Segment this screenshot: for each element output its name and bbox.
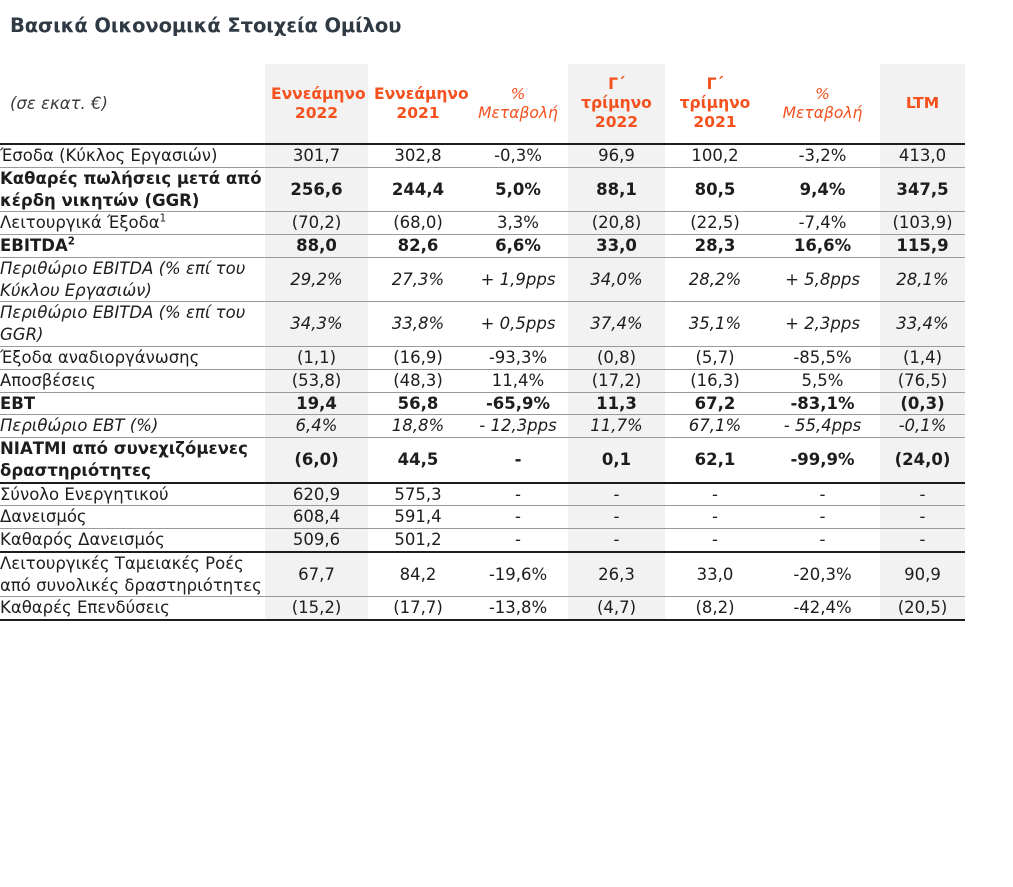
row-label: EBITDA$^2$ <box>0 235 265 258</box>
header-line-2: 2021 <box>693 113 737 132</box>
footnote-marker: 2 <box>67 236 75 248</box>
cell-q3_21: 67,1% <box>665 415 765 438</box>
header-row <box>0 64 965 144</box>
cell-pct1: -93,3% <box>468 347 568 370</box>
cell-pct1: + 1,9pps <box>468 257 568 302</box>
row-label: Αποσβέσεις <box>0 369 265 392</box>
cell-pct2: - <box>765 506 880 529</box>
cell-n9_22: (15,2) <box>265 597 368 620</box>
column-header-nine-months-2022 <box>265 64 368 144</box>
cell-ltm: (1,4) <box>880 347 965 370</box>
cell-pct2: -7,4% <box>765 212 880 235</box>
row-label: Καθαρός Δανεισμός <box>0 529 265 552</box>
row-label: Καθαρές πωλήσεις μετά από κέρδη νικητών (GGR) <box>0 167 265 212</box>
cell-n9_21: (68,0) <box>368 212 468 235</box>
header-line-2: τρίμηνο <box>581 94 652 113</box>
cell-ltm: 33,4% <box>880 302 965 347</box>
cell-n9_21: 56,8 <box>368 392 468 415</box>
header-line-1: Γ΄ τρίμηνο <box>679 75 751 113</box>
cell-pct2: -99,9% <box>765 438 880 483</box>
cell-n9_21: 591,4 <box>368 506 468 529</box>
cell-q3_21: 28,2% <box>665 257 765 302</box>
cell-pct1: - <box>468 438 568 483</box>
header-line-2: Μεταβολή <box>478 103 558 122</box>
cell-pct2: - <box>765 483 880 506</box>
cell-q3_22: 96,9 <box>568 144 665 167</box>
cell-ltm: (76,5) <box>880 369 965 392</box>
cell-q3_21: 80,5 <box>665 167 765 212</box>
cell-ltm: (0,3) <box>880 392 965 415</box>
cell-pct2: -42,4% <box>765 597 880 620</box>
cell-n9_21: 33,8% <box>368 302 468 347</box>
cell-ltm: (103,9) <box>880 212 965 235</box>
cell-q3_21: - <box>665 506 765 529</box>
unit-label: (σε εκατ. €) <box>0 64 265 144</box>
table-row <box>0 415 965 438</box>
page-title: Βασικά Οικονομικά Στοιχεία Ομίλου <box>10 14 402 37</box>
cell-q3_21: (8,2) <box>665 597 765 620</box>
cell-ltm: 90,9 <box>880 552 965 597</box>
cell-n9_22: 29,2% <box>265 257 368 302</box>
cell-ltm: 28,1% <box>880 257 965 302</box>
cell-n9_21: (17,7) <box>368 597 468 620</box>
cell-n9_22: 256,6 <box>265 167 368 212</box>
row-label: Περιθώριο EBITDA (% επί του GGR) <box>0 302 265 347</box>
header-line-2: Μεταβολή <box>782 103 863 122</box>
cell-n9_22: 19,4 <box>265 392 368 415</box>
column-header-q3-2021 <box>665 64 765 144</box>
cell-n9_21: (48,3) <box>368 369 468 392</box>
cell-n9_21: 18,8% <box>368 415 468 438</box>
table-row <box>0 347 965 370</box>
cell-q3_22: 37,4% <box>568 302 665 347</box>
header-line-1: Εννεάμηνο <box>374 84 469 103</box>
cell-pct1: -13,8% <box>468 597 568 620</box>
row-label: EBT <box>0 392 265 415</box>
cell-ltm: 413,0 <box>880 144 965 167</box>
cell-q3_21: (5,7) <box>665 347 765 370</box>
cell-ltm: 115,9 <box>880 235 965 258</box>
table-row <box>0 144 965 167</box>
cell-pct2: 16,6% <box>765 235 880 258</box>
cell-pct2: 5,5% <box>765 369 880 392</box>
column-header-q3-2022 <box>568 64 665 144</box>
table-row <box>0 392 965 415</box>
header-line-1: % <box>815 84 830 103</box>
row-label: Σύνολο Ενεργητικού <box>0 483 265 506</box>
table-row <box>0 257 965 302</box>
table-body <box>0 144 965 620</box>
cell-q3_21: - <box>665 483 765 506</box>
cell-q3_22: - <box>568 529 665 552</box>
cell-n9_22: 608,4 <box>265 506 368 529</box>
cell-pct1: - <box>468 506 568 529</box>
cell-q3_21: 28,3 <box>665 235 765 258</box>
header-line-1: Εννεάμηνο <box>271 84 366 103</box>
cell-pct1: 11,4% <box>468 369 568 392</box>
row-label: Έξοδα αναδιοργάνωσης <box>0 347 265 370</box>
cell-q3_22: 0,1 <box>568 438 665 483</box>
cell-ltm: (20,5) <box>880 597 965 620</box>
cell-pct1: - <box>468 529 568 552</box>
cell-n9_21: 82,6 <box>368 235 468 258</box>
cell-n9_21: 84,2 <box>368 552 468 597</box>
table-row <box>0 167 965 212</box>
cell-q3_22: (0,8) <box>568 347 665 370</box>
cell-n9_22: 620,9 <box>265 483 368 506</box>
header-line-2: 2021 <box>396 103 440 122</box>
table-header <box>0 64 965 144</box>
header-line-1: % <box>510 84 526 103</box>
cell-n9_22: (53,8) <box>265 369 368 392</box>
table-row <box>0 369 965 392</box>
row-label: Λειτουργικές Ταμειακές Ροές από συνολικές δραστηριότητες <box>0 552 265 597</box>
cell-pct2: + 5,8pps <box>765 257 880 302</box>
cell-n9_22: 34,3% <box>265 302 368 347</box>
cell-n9_21: 575,3 <box>368 483 468 506</box>
table-row <box>0 483 965 506</box>
cell-ltm: - <box>880 529 965 552</box>
cell-q3_22: (4,7) <box>568 597 665 620</box>
table-row <box>0 438 965 483</box>
cell-q3_21: (16,3) <box>665 369 765 392</box>
cell-q3_21: - <box>665 529 765 552</box>
cell-q3_21: 100,2 <box>665 144 765 167</box>
header-line-1: Γ΄ <box>608 75 625 94</box>
cell-pct1: - <box>468 483 568 506</box>
table-row <box>0 506 965 529</box>
cell-q3_22: (20,8) <box>568 212 665 235</box>
header-line-3: 2022 <box>594 113 639 132</box>
cell-q3_22: (17,2) <box>568 369 665 392</box>
cell-n9_22: (1,1) <box>265 347 368 370</box>
row-label: Περιθώριο EBITDA (% επί του Κύκλου Εργασιών) <box>0 257 265 302</box>
row-label: Έσοδα (Κύκλος Εργασιών) <box>0 144 265 167</box>
cell-n9_22: 509,6 <box>265 529 368 552</box>
cell-pct1: + 0,5pps <box>468 302 568 347</box>
cell-q3_21: 67,2 <box>665 392 765 415</box>
table-row <box>0 529 965 552</box>
row-label: Περιθώριο EBT (%) <box>0 415 265 438</box>
cell-n9_21: 44,5 <box>368 438 468 483</box>
column-header-nine-months-2021 <box>368 64 468 144</box>
cell-q3_22: 34,0% <box>568 257 665 302</box>
cell-n9_21: (16,9) <box>368 347 468 370</box>
cell-pct2: -20,3% <box>765 552 880 597</box>
cell-ltm: (24,0) <box>880 438 965 483</box>
row-label: ΝΙΑΤΜΙ από συνεχιζόμενες δραστηριότητες <box>0 438 265 483</box>
cell-ltm: - <box>880 506 965 529</box>
cell-pct2: + 2,3pps <box>765 302 880 347</box>
cell-q3_22: - <box>568 483 665 506</box>
cell-pct2: -85,5% <box>765 347 880 370</box>
row-label: Καθαρές Επενδύσεις <box>0 597 265 620</box>
table-row <box>0 597 965 620</box>
cell-pct2: - <box>765 529 880 552</box>
cell-pct1: 5,0% <box>468 167 568 212</box>
cell-q3_21: 62,1 <box>665 438 765 483</box>
cell-pct2: -83,1% <box>765 392 880 415</box>
cell-pct1: -0,3% <box>468 144 568 167</box>
cell-q3_21: 33,0 <box>665 552 765 597</box>
column-header-percent-change-q3 <box>765 64 880 144</box>
cell-n9_22: 301,7 <box>265 144 368 167</box>
header-line-1: LTM <box>905 94 940 113</box>
cell-q3_22: 88,1 <box>568 167 665 212</box>
header-line-2: 2022 <box>294 103 339 122</box>
cell-n9_21: 501,2 <box>368 529 468 552</box>
cell-n9_21: 302,8 <box>368 144 468 167</box>
cell-pct1: - 12,3pps <box>468 415 568 438</box>
cell-pct2: -3,2% <box>765 144 880 167</box>
row-label: Δανεισμός <box>0 506 265 529</box>
cell-q3_22: 33,0 <box>568 235 665 258</box>
cell-pct2: 9,4% <box>765 167 880 212</box>
cell-pct1: 6,6% <box>468 235 568 258</box>
cell-n9_22: (70,2) <box>265 212 368 235</box>
cell-n9_21: 244,4 <box>368 167 468 212</box>
cell-n9_22: 67,7 <box>265 552 368 597</box>
table-row <box>0 552 965 597</box>
cell-n9_22: (6,0) <box>265 438 368 483</box>
column-header-percent-change-nine-months <box>468 64 568 144</box>
cell-pct2: - 55,4pps <box>765 415 880 438</box>
cell-pct1: -65,9% <box>468 392 568 415</box>
cell-q3_21: (22,5) <box>665 212 765 235</box>
cell-ltm: - <box>880 483 965 506</box>
cell-q3_22: 11,3 <box>568 392 665 415</box>
table-row <box>0 212 965 235</box>
cell-n9_21: 27,3% <box>368 257 468 302</box>
footnote-marker: 1 <box>159 213 167 225</box>
cell-n9_22: 88,0 <box>265 235 368 258</box>
cell-q3_21: 35,1% <box>665 302 765 347</box>
table-row <box>0 235 965 258</box>
column-header-ltm <box>880 64 965 144</box>
cell-pct1: 3,3% <box>468 212 568 235</box>
table-row <box>0 302 965 347</box>
cell-q3_22: 26,3 <box>568 552 665 597</box>
cell-ltm: 347,5 <box>880 167 965 212</box>
cell-q3_22: 11,7% <box>568 415 665 438</box>
cell-n9_22: 6,4% <box>265 415 368 438</box>
group-financial-highlights-table <box>0 64 965 621</box>
cell-q3_22: - <box>568 506 665 529</box>
cell-ltm: -0,1% <box>880 415 965 438</box>
cell-pct1: -19,6% <box>468 552 568 597</box>
row-label: Λειτουργικά Έξοδα$^1$ <box>0 212 265 235</box>
